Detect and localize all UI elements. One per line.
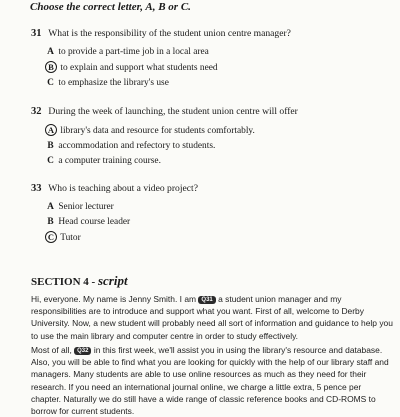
script-paragraph-2: [31, 344, 393, 417]
question-number: 32: [31, 106, 42, 117]
paragraph-text: in this first week, we'll assist you in using the library's resource and database. Also, you will be able to find what you are looking for quickly with the help of our library staff and managers. Many students are able to use online resources as much as they need for their research. If you need an international journal online, we charge a little extra, 5 pence per chapter. Naturally we do still have a wide range of classic reference books and CD-ROMS to borrow for current students.: [31, 345, 389, 417]
option-a[interactable]: [45, 46, 391, 58]
option-text: Senior lecturer: [58, 202, 114, 212]
paragraph-text: Most of all,: [31, 345, 75, 355]
section-dash: -: [88, 276, 98, 288]
script-paragraph-1: [31, 293, 393, 342]
section-subtitle: script: [97, 273, 128, 288]
question-stem: [31, 28, 391, 40]
question-text: What is the responsibility of the student union centre manager?: [48, 28, 291, 39]
option-b[interactable]: [45, 140, 391, 152]
section-title: SECTION 4: [31, 276, 89, 288]
paragraph-text: Hi, everyone. My name is Jenny Smith. I am: [31, 294, 199, 304]
option-letter: A: [47, 202, 54, 212]
option-a-selected[interactable]: [45, 124, 391, 137]
option-text: accommodation and refectory to students.: [58, 141, 216, 151]
question-number: 31: [31, 28, 42, 39]
option-letter: B: [47, 217, 54, 227]
option-letter: C: [47, 78, 54, 88]
paragraph-text: a student union manager and my responsibilities are to introduce and support what you want. First of all, welcome to Derby University. Now, a new student will probably need all sort of information and guidance to help you to use the main library and computer centre in order to study effectively.: [31, 294, 393, 341]
option-letter: B: [47, 141, 54, 151]
option-text: library's data and resource for students comfortably.: [60, 126, 255, 136]
question-stem: [31, 106, 391, 118]
option-b[interactable]: [45, 216, 391, 228]
question-text: Who is teaching about a video project?: [48, 183, 198, 194]
question-33: [31, 183, 391, 244]
option-letter: A: [47, 47, 54, 57]
option-b-selected[interactable]: [45, 61, 391, 74]
option-text: Tutor: [60, 233, 81, 243]
option-c[interactable]: [45, 77, 391, 89]
question-31: [31, 28, 391, 89]
option-text: to emphasize the library's use: [58, 78, 169, 88]
circled-letter-icon: C: [45, 231, 57, 243]
option-letter: C: [47, 156, 54, 166]
question-text: During the week of launching, the student union centre will offer: [48, 106, 298, 117]
option-c-selected[interactable]: [45, 231, 391, 244]
circled-letter-icon: B: [45, 61, 57, 73]
question-tag-badge: Q31: [198, 296, 215, 304]
option-text: a computer training course.: [58, 156, 161, 166]
question-number: 33: [31, 183, 42, 194]
option-a[interactable]: [45, 201, 391, 213]
question-32: [31, 106, 391, 167]
instruction-text: Choose the correct letter, A, B or C.: [30, 1, 191, 13]
option-text: Head course leader: [58, 217, 131, 227]
circled-letter-icon: A: [45, 124, 57, 136]
option-text: to provide a part-time job in a local area: [58, 47, 209, 57]
option-text: to explain and support what students need: [60, 63, 218, 73]
question-stem: [31, 183, 391, 195]
question-tag-badge: Q32: [74, 347, 91, 355]
option-c[interactable]: [45, 155, 391, 167]
section-heading: [31, 273, 128, 289]
